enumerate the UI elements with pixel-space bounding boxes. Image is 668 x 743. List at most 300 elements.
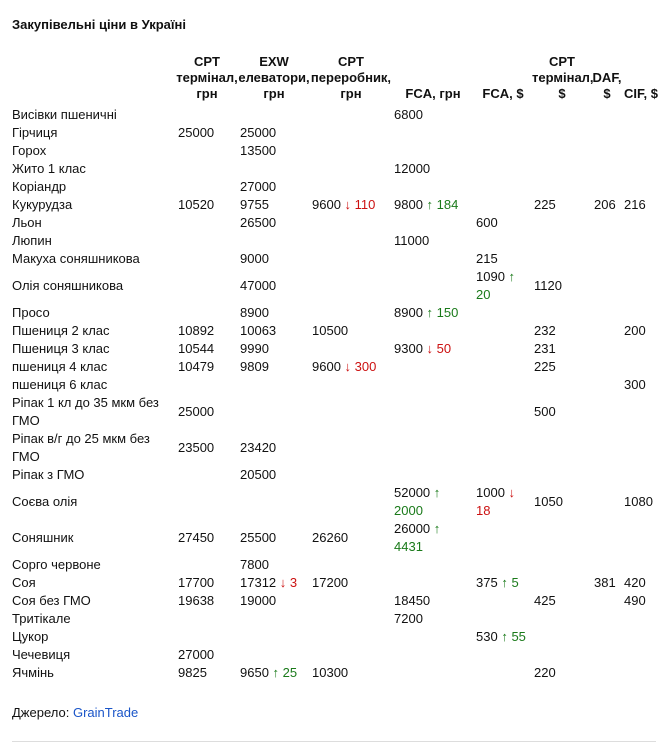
price-cell: 225: [534, 197, 556, 212]
price-cell: [474, 322, 532, 340]
price-cell: [310, 556, 392, 574]
table-row: [10, 556, 660, 574]
price-cell: 216: [624, 197, 646, 212]
price-cell: [622, 232, 660, 250]
change-amount: 50: [436, 341, 452, 356]
price-cell: [392, 520, 474, 556]
table-row: [10, 124, 660, 142]
price-cell: [238, 484, 310, 520]
price-value: 26000: [394, 521, 431, 536]
price-cell: [474, 124, 532, 142]
arrow-down-icon: ↓: [344, 359, 352, 374]
price-cell: 490: [624, 593, 646, 608]
header-row: [10, 54, 660, 106]
price-cell: [474, 142, 532, 160]
price-cell: 12000: [394, 161, 431, 176]
price-cell: 25500: [240, 530, 277, 545]
price-cell: [474, 592, 532, 610]
price-cell: [592, 466, 622, 484]
product-name: Пшениця 3 клас: [12, 341, 110, 356]
column-header: FCA, $: [482, 86, 524, 101]
price-cell: [392, 466, 474, 484]
product-name: Пшениця 2 клас: [12, 323, 110, 338]
price-cell: [592, 376, 622, 394]
product-name: Олія соняшникова: [12, 278, 124, 293]
price-cell: [176, 142, 238, 160]
product-name: Сорго червоне: [12, 557, 101, 572]
price-cell: [592, 322, 622, 340]
price-cell: [474, 340, 532, 358]
price-cell: 300: [624, 377, 646, 392]
price-cell: 23500: [178, 440, 215, 455]
price-change-down: [427, 341, 452, 356]
product-name: Висівки пшеничні: [12, 107, 117, 122]
price-cell: [592, 610, 622, 628]
price-cell: [474, 358, 532, 376]
price-cell: [176, 106, 238, 124]
price-cell: [310, 232, 392, 250]
price-cell: [310, 106, 392, 124]
price-cell: [310, 430, 392, 466]
price-cell: [622, 430, 660, 466]
price-cell: 9990: [240, 341, 269, 356]
price-cell: [474, 106, 532, 124]
product-name: Горох: [12, 143, 47, 158]
price-cell: 23420: [240, 440, 277, 455]
table-row: [10, 304, 660, 322]
table-row: [10, 628, 660, 646]
price-cell: [392, 484, 474, 520]
product-name: Просо: [12, 305, 50, 320]
change-amount: 55: [511, 629, 526, 644]
table-row: [10, 610, 660, 628]
price-cell: 10479: [178, 359, 215, 374]
table-row: [10, 250, 660, 268]
change-amount: 300: [354, 359, 377, 374]
price-cell: 10300: [312, 665, 349, 680]
price-cell: [176, 268, 238, 304]
price-cell: [592, 106, 622, 124]
price-cell: [238, 160, 310, 178]
price-cell: 9755: [240, 197, 269, 212]
price-cell: [592, 232, 622, 250]
product-name: Соя: [12, 575, 36, 590]
price-cell: [392, 394, 474, 430]
price-cell: 27000: [178, 647, 215, 662]
table-row: [10, 232, 660, 250]
table-row: [10, 484, 660, 520]
table-row: [10, 322, 660, 340]
price-cell: [176, 376, 238, 394]
change-amount: 150: [436, 305, 459, 320]
price-cell: [622, 358, 660, 376]
price-cell: [532, 304, 592, 322]
price-cell: [592, 340, 622, 358]
table-row: [10, 376, 660, 394]
change-amount: 184: [436, 197, 459, 212]
price-cell: [622, 628, 660, 646]
price-cell: 25000: [178, 125, 215, 140]
price-cell: [392, 628, 474, 646]
price-cell: [392, 358, 474, 376]
price-cell: 27000: [240, 179, 277, 194]
price-cell: [238, 106, 310, 124]
price-cell: [310, 304, 392, 322]
price-cell: [592, 394, 622, 430]
price-cell: [592, 484, 622, 520]
price-cell: [474, 520, 532, 556]
price-cell: [622, 214, 660, 232]
price-cell: 220: [534, 665, 556, 680]
change-amount: 110: [354, 197, 376, 212]
price-cell: [238, 574, 310, 592]
price-cell: [310, 124, 392, 142]
price-cell: [310, 160, 392, 178]
price-cell: [622, 340, 660, 358]
arrow-up-icon: ↑: [508, 269, 516, 284]
price-cell: [622, 106, 660, 124]
source-label: Джерело:: [12, 705, 73, 720]
price-cell: [310, 340, 392, 358]
price-cell: [592, 592, 622, 610]
price-cell: [392, 142, 474, 160]
price-cell: 1080: [624, 494, 653, 509]
price-cell: [622, 394, 660, 430]
price-cell: [474, 196, 532, 214]
price-cell: 25000: [240, 125, 277, 140]
price-cell: [310, 376, 392, 394]
price-cell: [474, 376, 532, 394]
price-cell: [310, 394, 392, 430]
price-cell: [592, 214, 622, 232]
price-cell: [310, 178, 392, 196]
arrow-up-icon: ↑: [501, 629, 508, 644]
change-amount: 2000: [394, 503, 423, 518]
price-cell: 9000: [240, 251, 269, 266]
price-value: 17312: [240, 575, 277, 590]
price-cell: 18450: [394, 593, 431, 608]
price-change-up: [273, 665, 298, 680]
product-name: Соя без ГМО: [12, 593, 91, 608]
price-cell: [310, 484, 392, 520]
price-cell: [532, 142, 592, 160]
price-cell: [392, 304, 474, 322]
arrow-up-icon: ↑: [272, 665, 280, 680]
price-value: 8900: [394, 305, 423, 320]
price-cell: 10544: [178, 341, 215, 356]
price-cell: [392, 376, 474, 394]
price-cell: 19638: [178, 593, 215, 608]
price-cell: [622, 520, 660, 556]
price-cell: [532, 466, 592, 484]
price-change-up: [501, 575, 518, 590]
price-cell: [592, 142, 622, 160]
price-cell: [474, 178, 532, 196]
price-cell: [310, 592, 392, 610]
price-cell: [310, 466, 392, 484]
table-row: [10, 358, 660, 376]
table-row: [10, 592, 660, 610]
price-cell: [592, 358, 622, 376]
price-cell: [622, 664, 660, 682]
table-row: [10, 430, 660, 466]
price-cell: 500: [534, 404, 556, 419]
price-cell: [532, 646, 592, 664]
product-name: Льон: [12, 215, 42, 230]
price-value: 9600: [312, 197, 341, 212]
price-cell: [532, 430, 592, 466]
price-cell: [392, 646, 474, 664]
price-cell: 25000: [178, 404, 215, 419]
price-cell: [532, 556, 592, 574]
price-cell: [622, 646, 660, 664]
column-header: DAF, $: [592, 70, 622, 101]
table-row: [10, 268, 660, 304]
price-cell: [392, 322, 474, 340]
price-cell: 200: [624, 323, 646, 338]
price-cell: [392, 556, 474, 574]
price-value: 9800: [394, 197, 423, 212]
price-change-up: [501, 629, 526, 644]
price-cell: [310, 196, 392, 214]
price-cell: [592, 556, 622, 574]
price-cell: [532, 574, 592, 592]
price-value: 52000: [394, 485, 431, 500]
price-cell: 17200: [312, 575, 349, 590]
price-cell: [622, 250, 660, 268]
price-change-down: [345, 359, 377, 374]
change-amount: 25: [282, 665, 298, 680]
source-link[interactable]: GrainTrade: [72, 705, 139, 720]
price-cell: 17700: [178, 575, 215, 590]
page-title: Закупівельні ціни в Україні: [12, 17, 187, 32]
table-row: [10, 394, 660, 430]
price-cell: [176, 628, 238, 646]
price-cell: [238, 232, 310, 250]
change-amount: 4431: [394, 539, 423, 554]
price-change-up: [427, 197, 459, 212]
price-cell: [176, 466, 238, 484]
arrow-down-icon: ↓: [344, 197, 352, 212]
price-cell: [176, 610, 238, 628]
price-change-up: [427, 305, 459, 320]
price-cell: [474, 610, 532, 628]
price-cell: [532, 520, 592, 556]
column-header: CIF, $: [624, 86, 658, 101]
product-name: Люпин: [12, 233, 52, 248]
price-cell: 231: [534, 341, 556, 356]
table-row: [10, 196, 660, 214]
product-name: Цукор: [12, 629, 49, 644]
column-header: CPT термінал, $: [532, 54, 594, 101]
price-cell: [622, 304, 660, 322]
price-cell: [392, 196, 474, 214]
product-name: пшениця 4 клас: [12, 359, 108, 374]
product-name: Соняшник: [12, 530, 74, 545]
product-name: Ріпак з ГМО: [12, 467, 85, 482]
price-cell: [310, 268, 392, 304]
price-cell: [592, 628, 622, 646]
price-cell: [592, 430, 622, 466]
price-cell: 47000: [240, 278, 277, 293]
price-cell: [532, 124, 592, 142]
product-name: Макуха соняшникова: [12, 251, 140, 266]
price-cell: [238, 628, 310, 646]
price-cell: [592, 124, 622, 142]
price-cell: 13500: [240, 143, 277, 158]
price-cell: [176, 160, 238, 178]
price-cell: [474, 268, 532, 304]
price-cell: [176, 214, 238, 232]
price-cell: 420: [624, 575, 646, 590]
table-row: [10, 646, 660, 664]
arrow-up-icon: ↑: [426, 197, 434, 212]
price-cell: [176, 232, 238, 250]
price-cell: [592, 664, 622, 682]
price-cell: [238, 664, 310, 682]
price-cell: [474, 232, 532, 250]
price-cell: [392, 574, 474, 592]
price-cell: [392, 268, 474, 304]
product-name: Жито 1 клас: [12, 161, 86, 176]
price-cell: [622, 466, 660, 484]
price-cell: [622, 160, 660, 178]
change-amount: 18: [476, 503, 491, 518]
header-product: [10, 54, 176, 106]
table-row: [10, 664, 660, 682]
price-cell: 26260: [312, 530, 349, 545]
price-cell: [592, 268, 622, 304]
price-cell: 206: [594, 197, 616, 212]
price-cell: [392, 664, 474, 682]
price-cell: [622, 124, 660, 142]
price-cell: 7200: [394, 611, 423, 626]
price-cell: [392, 430, 474, 466]
price-cell: [532, 610, 592, 628]
price-cell: 10520: [178, 197, 215, 212]
arrow-down-icon: ↓: [508, 485, 516, 500]
price-cell: 225: [534, 359, 556, 374]
price-cell: 8900: [240, 305, 269, 320]
change-amount: 5: [511, 575, 519, 590]
price-cell: [474, 556, 532, 574]
bottom-divider: [12, 741, 656, 742]
price-cell: [238, 646, 310, 664]
product-name: Кукурудза: [12, 197, 73, 212]
product-name: Коріандр: [12, 179, 67, 194]
price-cell: 6800: [394, 107, 423, 122]
arrow-up-icon: ↑: [433, 485, 441, 500]
price-cell: 425: [534, 593, 556, 608]
price-cell: [474, 628, 532, 646]
price-cell: [238, 394, 310, 430]
price-cell: [310, 142, 392, 160]
price-cell: 600: [476, 215, 498, 230]
price-value: 1090: [476, 269, 505, 284]
price-cell: [474, 484, 532, 520]
price-cell: [474, 304, 532, 322]
price-cell: 215: [476, 251, 498, 266]
price-cell: [592, 646, 622, 664]
price-cell: [592, 304, 622, 322]
price-cell: [474, 394, 532, 430]
price-cell: 9809: [240, 359, 269, 374]
price-cell: [592, 160, 622, 178]
price-change-down: [280, 575, 297, 590]
price-cell: [310, 628, 392, 646]
price-cell: [474, 160, 532, 178]
price-value: 1000: [476, 485, 505, 500]
product-name: Гірчиця: [12, 125, 58, 140]
price-cell: [592, 178, 622, 196]
price-cell: [176, 178, 238, 196]
price-cell: 10063: [240, 323, 277, 338]
price-cell: [176, 484, 238, 520]
price-cell: 10892: [178, 323, 215, 338]
price-cell: [532, 232, 592, 250]
arrow-up-icon: ↑: [501, 575, 508, 590]
arrow-up-icon: ↑: [426, 305, 434, 320]
price-cell: [176, 556, 238, 574]
price-cell: [532, 376, 592, 394]
price-cell: [310, 646, 392, 664]
price-cell: [392, 250, 474, 268]
price-cell: 26500: [240, 215, 277, 230]
price-cell: 9825: [178, 665, 207, 680]
price-cell: [532, 178, 592, 196]
table-row: [10, 160, 660, 178]
price-cell: [310, 358, 392, 376]
price-cell: [310, 214, 392, 232]
table-row: [10, 340, 660, 358]
price-cell: 7800: [240, 557, 269, 572]
table-row: [10, 520, 660, 556]
price-cell: [310, 250, 392, 268]
column-header: EXW елеватори, грн: [238, 54, 310, 101]
product-name: Ріпак 1 кл до 35 мкм без ГМО: [12, 395, 159, 428]
price-cell: [592, 250, 622, 268]
price-table: [10, 54, 660, 682]
price-value: 375: [476, 575, 498, 590]
price-cell: 381: [594, 575, 616, 590]
arrow-down-icon: ↓: [426, 341, 434, 356]
price-cell: [532, 160, 592, 178]
price-cell: [310, 610, 392, 628]
table-row: [10, 466, 660, 484]
price-value: 530: [476, 629, 498, 644]
price-cell: [392, 214, 474, 232]
table-row: [10, 178, 660, 196]
price-cell: 10500: [312, 323, 349, 338]
product-name: пшениця 6 клас: [12, 377, 108, 392]
arrow-up-icon: ↑: [433, 521, 441, 536]
price-cell: [176, 250, 238, 268]
price-cell: [238, 376, 310, 394]
price-cell: 1120: [534, 278, 562, 293]
price-cell: [474, 646, 532, 664]
product-name: Соєва олія: [12, 494, 78, 509]
price-cell: [622, 556, 660, 574]
price-cell: [238, 610, 310, 628]
column-header: CPT переробник, грн: [310, 54, 392, 101]
price-cell: 11000: [394, 233, 430, 248]
price-cell: 27450: [178, 530, 215, 545]
change-amount: 3: [289, 575, 298, 590]
price-cell: [532, 106, 592, 124]
price-cell: [532, 214, 592, 232]
price-cell: [474, 430, 532, 466]
change-amount: 20: [476, 287, 491, 302]
